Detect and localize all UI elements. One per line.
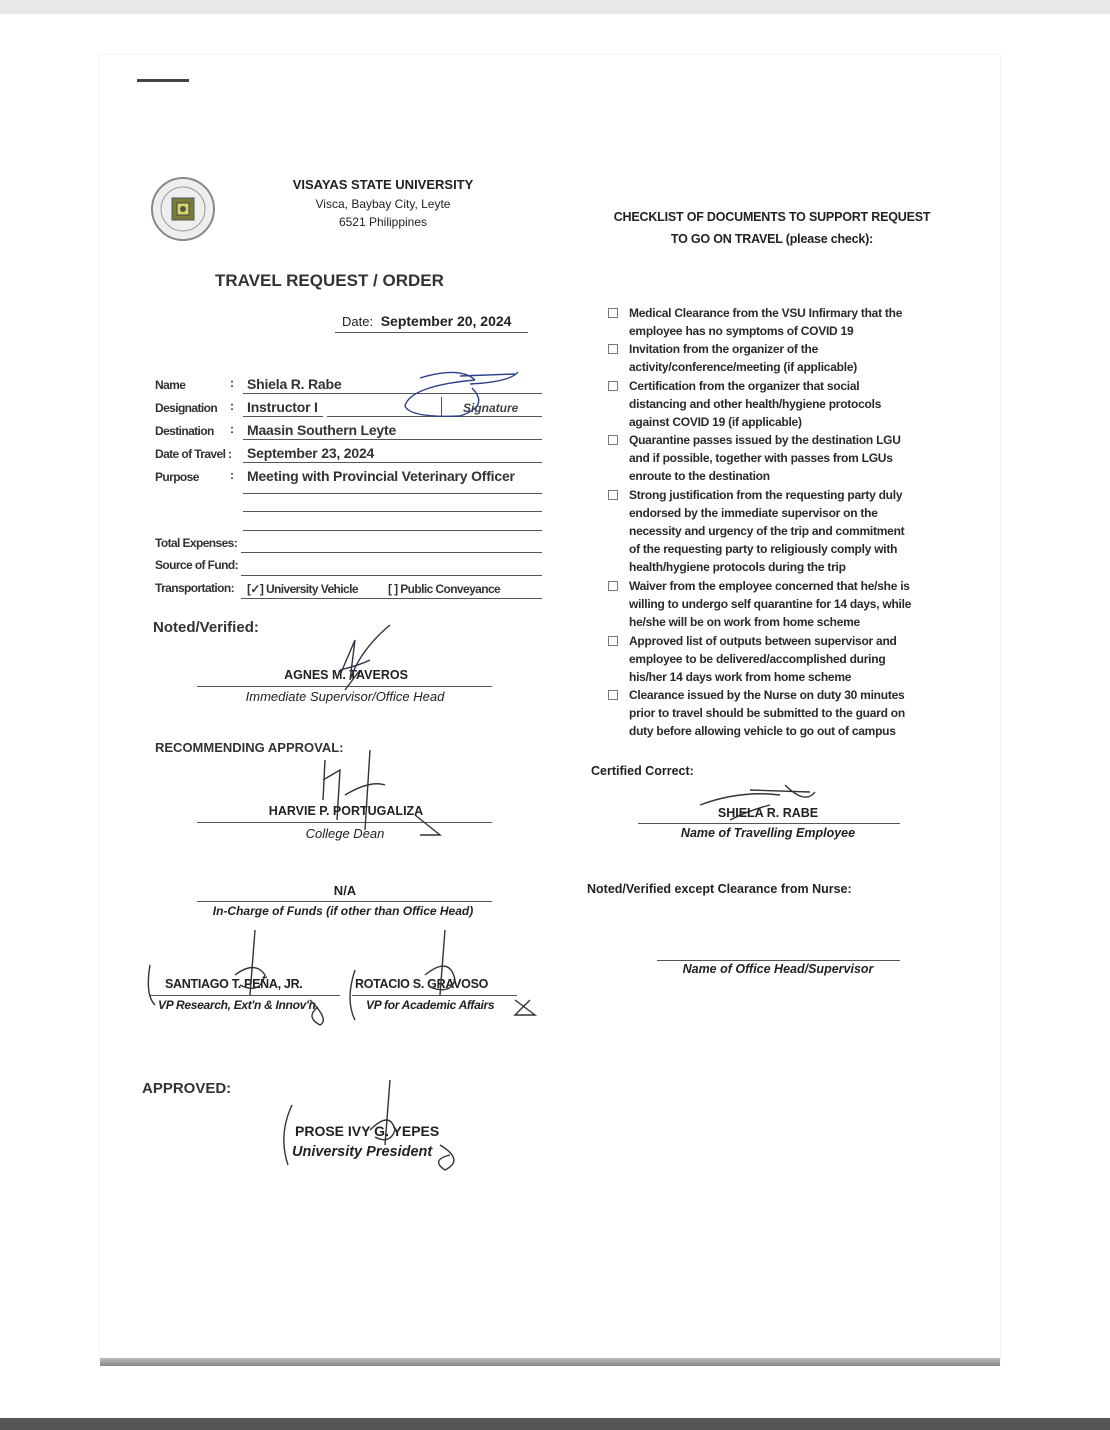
date-of-travel-value: September 23, 2024 <box>247 445 375 461</box>
checklist-item <box>608 377 881 431</box>
checklist-item-text: of the requesting party to religiously comply with <box>629 542 898 556</box>
scan-top-edge <box>0 0 1110 14</box>
checklist-item-text: Invitation from the organizer of the <box>629 342 819 357</box>
funds-name: N/A <box>333 883 357 898</box>
checklist-item-text: necessity and urgency of the trip and commitment <box>629 524 905 538</box>
checklist-item-text: Approved list of outputs between supervisor and <box>629 633 897 648</box>
office-head-signature-line <box>657 960 900 961</box>
checklist-item-text: employee to be delivered/accomplished during <box>629 651 886 666</box>
purpose-value: Meeting with Provincial Veterinary Officer <box>247 468 515 484</box>
scan-mark <box>137 79 189 82</box>
checklist-item-text: and if possible, together with passes from LGUs <box>629 451 893 466</box>
checklist-item <box>608 632 897 686</box>
dean-signature <box>315 740 425 850</box>
certified-title: Name of Travelling Employee <box>680 826 856 840</box>
checklist-item-text: Clearance issued by the Nurse on duty 30 minutes <box>629 688 905 703</box>
name-value: Shiela R. Rabe <box>247 376 342 392</box>
checkbox[interactable] <box>608 690 618 700</box>
checklist-item-text: distancing and other health/hygiene protocols <box>629 396 882 411</box>
university-seal-icon <box>150 176 216 242</box>
checkbox[interactable] <box>608 581 618 591</box>
checklist-item-text: Strong justification from the requesting party duly <box>629 488 903 502</box>
source-of-fund-label: Source of Fund: <box>155 558 238 572</box>
university-address: Visca, Baybay City, Leyte <box>315 197 451 211</box>
checklist-item-text: activity/conference/meeting (if applicable) <box>629 360 857 375</box>
university-vehicle-option[interactable]: [✓] University Vehicle <box>247 582 358 596</box>
scan-bottom-edge <box>100 1358 1000 1366</box>
checkbox[interactable] <box>608 490 618 500</box>
public-conveyance-option[interactable]: [ ] Public Conveyance <box>388 582 501 596</box>
certified-name: SHIELA R. RABE <box>717 806 819 820</box>
checklist-item <box>608 686 905 740</box>
checklist-item-text: duty before allowing vehicle to go out of campus <box>629 724 896 739</box>
purpose-label: Purpose <box>155 470 199 484</box>
checkbox[interactable] <box>608 344 618 354</box>
vp-academic-title: VP for Academic Affairs <box>366 998 495 1012</box>
checklist-item-text: enroute to the destination <box>629 469 770 484</box>
requester-signature <box>400 366 530 426</box>
date-label: Date: <box>342 314 374 329</box>
transportation-label: Transportation: <box>155 581 235 595</box>
destination-value: Maasin Southern Leyte <box>247 422 397 438</box>
dean-name: HARVIE P. PORTUGALIZA <box>268 804 424 818</box>
checkbox[interactable] <box>608 435 618 445</box>
checklist-item <box>608 577 911 631</box>
designation-line <box>243 416 323 417</box>
date-field <box>342 313 511 329</box>
checklist-title-2: TO GO ON TRAVEL (please check): <box>670 232 874 246</box>
noted-verified-label: Noted/Verified: <box>153 619 259 636</box>
checklist-item-text: against COVID 19 (if applicable) <box>629 414 802 429</box>
approved-label: APPROVED: <box>142 1080 232 1097</box>
checklist-item <box>608 431 901 485</box>
recommending-approval-label: RECOMMENDING APPROVAL: <box>155 740 344 755</box>
checklist-item-text: Waiver from the employee concerned that he/she is <box>629 579 910 593</box>
checklist-item <box>608 486 904 576</box>
checklist-item-text: Medical Clearance from the VSU Infirmary that the <box>629 306 903 320</box>
vp-research-signature <box>140 925 340 1025</box>
supervisor-name: AGNES M. TAVEROS <box>284 668 408 682</box>
vp-research-title: VP Research, Ext'n & Innov'n <box>158 998 316 1012</box>
checklist-item-text: endorsed by the immediate supervisor on the <box>629 506 878 520</box>
designation-value: Instructor I <box>247 399 318 415</box>
date-value: September 20, 2024 <box>380 313 512 329</box>
checklist-item-text: prior to travel should be submitted to the guard on <box>629 706 905 721</box>
checkbox[interactable] <box>608 636 618 646</box>
certified-correct-label: Certified Correct: <box>591 764 694 778</box>
signature-label: Signature <box>463 401 519 415</box>
total-expenses-line <box>241 552 542 553</box>
designation-label: Designation <box>155 401 218 415</box>
checklist-item-text: Certification from the organizer that social <box>629 378 860 393</box>
vp-research-name: SANTIAGO T. PEÑA, JR. <box>165 977 303 991</box>
vp-academic-name: ROTACIO S. GRAVOSO <box>355 977 489 991</box>
checklist-item-text: he/she will be on work from home scheme <box>629 615 860 629</box>
supervisor-signature <box>320 620 400 700</box>
date-of-travel-label: Date of Travel : <box>155 447 232 461</box>
university-address-2: 6521 Philippines <box>338 215 428 229</box>
destination-label: Destination <box>155 424 214 438</box>
checklist-title: CHECKLIST OF DOCUMENTS TO SUPPORT REQUEST <box>613 210 931 224</box>
checklist-item-text: employee has no symptoms of COVID 19 <box>629 324 854 338</box>
source-of-fund-line <box>241 575 542 576</box>
university-name: VISAYAS STATE UNIVERSITY <box>292 177 474 192</box>
checklist-item-text: his/her 14 days work from home scheme <box>629 669 852 684</box>
viewer-footer <box>0 1418 1110 1430</box>
checkbox[interactable] <box>608 381 618 391</box>
checklist-item <box>608 340 857 376</box>
nurse-noted-label: Noted/Verified except Clearance from Nurse: <box>587 882 852 896</box>
checklist-item <box>608 304 902 340</box>
form-title: TRAVEL REQUEST / ORDER <box>215 271 444 290</box>
checklist-item-text: willing to undergo self quarantine for 14 days, while <box>629 597 912 611</box>
funds-title: In-Charge of Funds (if other than Office Head) <box>212 904 474 918</box>
name-label: Name <box>155 378 186 392</box>
office-head-title: Name of Office Head/Supervisor <box>682 962 874 976</box>
president-signature <box>270 1075 470 1175</box>
checklist-item-text: Quarantine passes issued by the destination LGU <box>629 433 901 448</box>
total-expenses-label: Total Expenses: <box>155 536 238 550</box>
vp-academic-signature <box>340 925 550 1025</box>
supervisor-title: Immediate Supervisor/Office Head <box>245 689 445 704</box>
dean-title: College Dean <box>305 826 385 841</box>
president-name: PROSE IVY G. YEPES <box>295 1123 440 1139</box>
checklist-item-text: health/hygiene protocols during the trip <box>629 560 846 574</box>
date-underline <box>335 332 528 333</box>
president-title: University President <box>292 1144 433 1160</box>
checkbox[interactable] <box>608 308 618 318</box>
